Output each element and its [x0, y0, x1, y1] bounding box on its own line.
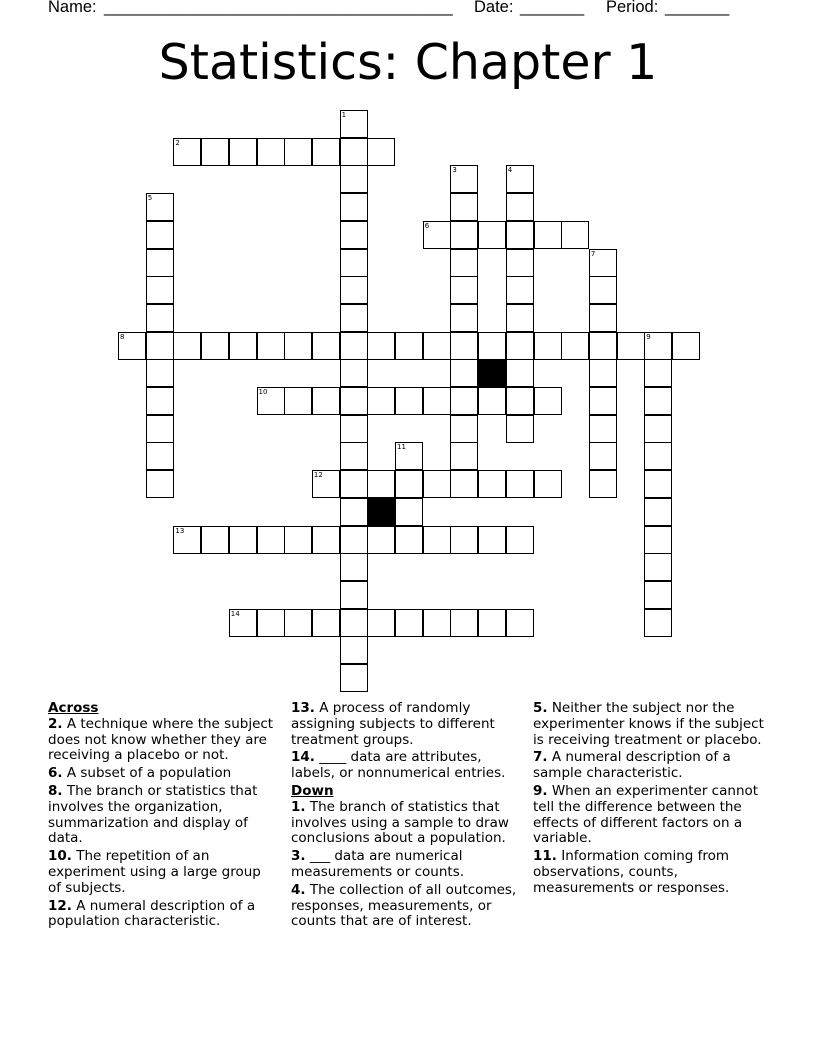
grid-cell[interactable]: [367, 470, 395, 498]
grid-cell[interactable]: [312, 470, 340, 498]
grid-cell[interactable]: [229, 332, 257, 360]
grid-cell[interactable]: [146, 193, 174, 221]
grid-cell[interactable]: [450, 415, 478, 443]
grid-cell[interactable]: [146, 387, 174, 415]
clue-number: 6: [424, 221, 430, 230]
grid-cell[interactable]: [423, 470, 451, 498]
clue-text: The branch of statistics that involves using a sample to draw conclusions about a population.: [291, 798, 509, 847]
clue-text: A subset of a population: [62, 765, 232, 782]
grid-cell[interactable]: [450, 526, 478, 554]
grid-cell[interactable]: [173, 138, 201, 166]
grid-cell[interactable]: [506, 359, 534, 387]
grid-cell[interactable]: [506, 526, 534, 554]
grid-cell[interactable]: [146, 221, 174, 249]
clue-text: The branch or statistics that involves the organization, summarization and display of data.: [48, 782, 258, 847]
grid-cell[interactable]: [312, 387, 340, 415]
grid-cell[interactable]: [340, 193, 368, 221]
grid-cell[interactable]: [534, 387, 562, 415]
grid-cell[interactable]: [534, 332, 562, 360]
grid-cell[interactable]: [478, 526, 506, 554]
grid-cell[interactable]: [423, 526, 451, 554]
grid-cell[interactable]: [395, 470, 423, 498]
grid-cell[interactable]: [450, 193, 478, 221]
clue-number-label: 6.: [48, 765, 63, 782]
grid-cell[interactable]: [506, 415, 534, 443]
grid-cell[interactable]: [146, 276, 174, 304]
grid-cell[interactable]: [173, 332, 201, 360]
grid-cell[interactable]: [201, 332, 229, 360]
grid-cell[interactable]: [340, 276, 368, 304]
grid-cell[interactable]: [340, 387, 368, 415]
clue-text: Information coming from observations, counts, measurements or responses.: [533, 848, 730, 896]
clue-number-label: 14.: [291, 749, 315, 766]
grid-cell[interactable]: [423, 221, 451, 249]
grid-cell[interactable]: [312, 332, 340, 360]
clue-number-label: 3.: [291, 848, 306, 865]
clue-text: A process of randomly assigning subjects to different treatment groups.: [291, 700, 495, 748]
grid-cell[interactable]: [644, 470, 672, 498]
grid-cell[interactable]: [312, 138, 340, 166]
clue-number-label: 10.: [48, 848, 72, 865]
grid-cell[interactable]: [146, 359, 174, 387]
clue-number: 1: [341, 111, 347, 119]
name-blank: ______________________________________: [104, 0, 453, 16]
grid-cell[interactable]: [450, 332, 478, 360]
grid-cell[interactable]: [146, 249, 174, 277]
grid-cell[interactable]: [146, 470, 174, 498]
across-clue: [291, 750, 521, 782]
clue-column-3: [533, 701, 769, 899]
grid-cell[interactable]: [284, 138, 312, 166]
grid-cell[interactable]: [561, 332, 589, 360]
grid-cell[interactable]: [450, 442, 478, 470]
grid-cell[interactable]: [506, 470, 534, 498]
period-label: Period:: [606, 0, 659, 16]
grid-cell[interactable]: [340, 664, 368, 692]
grid-cell[interactable]: [367, 387, 395, 415]
grid-cell[interactable]: [506, 165, 534, 193]
grid-cell[interactable]: [617, 332, 645, 360]
grid-cell[interactable]: [340, 165, 368, 193]
across-clue: [48, 766, 276, 782]
student-info-header: [48, 0, 768, 20]
clue-number: 12: [313, 471, 323, 480]
grid-cell[interactable]: [534, 221, 562, 249]
grid-cell[interactable]: [312, 609, 340, 637]
grid-cell[interactable]: [367, 526, 395, 554]
clue-number-label: 2.: [48, 715, 63, 732]
across-clue: [48, 717, 276, 764]
grid-cell[interactable]: [478, 332, 506, 360]
black-cell: [367, 498, 395, 526]
down-clue: [533, 849, 769, 896]
grid-cell[interactable]: [257, 387, 285, 415]
grid-cell[interactable]: [367, 332, 395, 360]
grid-cell[interactable]: [257, 526, 285, 554]
grid-cell[interactable]: [312, 526, 340, 554]
down-clue: [533, 750, 769, 782]
clue-text: A numeral description of a sample characteristic.: [533, 749, 731, 782]
grid-cell[interactable]: [340, 553, 368, 581]
clue-number-label: 8.: [48, 782, 63, 799]
grid-cell[interactable]: [340, 138, 368, 166]
grid-cell[interactable]: [257, 609, 285, 637]
grid-cell[interactable]: [284, 526, 312, 554]
grid-cell[interactable]: [478, 609, 506, 637]
grid-cell[interactable]: [450, 165, 478, 193]
grid-cell[interactable]: [589, 415, 617, 443]
grid-cell[interactable]: [561, 221, 589, 249]
grid-cell[interactable]: [201, 138, 229, 166]
clue-column-2: [291, 701, 521, 932]
grid-cell[interactable]: [450, 249, 478, 277]
clue-number: 3: [452, 166, 457, 175]
grid-cell[interactable]: [340, 359, 368, 387]
grid-cell[interactable]: [450, 276, 478, 304]
clue-number: 10: [258, 388, 268, 396]
clue-number: 14: [230, 609, 240, 618]
grid-cell[interactable]: [450, 221, 478, 249]
clue-number-label: 13.: [291, 700, 315, 716]
grid-cell[interactable]: [589, 304, 617, 332]
grid-cell[interactable]: [340, 110, 368, 138]
grid-cell[interactable]: [450, 387, 478, 415]
black-cell: [478, 359, 506, 387]
clue-number-label: 11.: [533, 848, 557, 865]
grid-cell[interactable]: [450, 304, 478, 332]
grid-cell[interactable]: [229, 526, 257, 554]
grid-cell[interactable]: [589, 276, 617, 304]
across-heading: Across: [48, 700, 99, 716]
grid-cell[interactable]: [367, 609, 395, 637]
clue-text: ___ data are numerical measurements or counts.: [291, 848, 465, 880]
date-blank: _______: [520, 0, 585, 16]
grid-cell[interactable]: [672, 332, 700, 360]
grid-cell[interactable]: [644, 609, 672, 637]
grid-cell[interactable]: [395, 498, 423, 526]
grid-cell[interactable]: [478, 387, 506, 415]
grid-cell[interactable]: [450, 359, 478, 387]
page-title: Statistics: Chapter 1: [158, 34, 658, 91]
period-blank: _______: [665, 0, 730, 16]
grid-cell[interactable]: [340, 249, 368, 277]
grid-cell[interactable]: [506, 221, 534, 249]
grid-cell[interactable]: [340, 470, 368, 498]
grid-cell[interactable]: [284, 609, 312, 637]
grid-cell[interactable]: [506, 276, 534, 304]
grid-cell[interactable]: [644, 553, 672, 581]
grid-cell[interactable]: [118, 332, 146, 360]
clue-number: 9: [646, 332, 651, 341]
grid-cell[interactable]: [340, 636, 368, 664]
grid-cell[interactable]: [644, 498, 672, 526]
clue-number: 4: [507, 166, 513, 175]
across-clue: [48, 849, 276, 896]
clue-number: 2: [175, 138, 180, 147]
clue-text: ____ data are attributes, labels, or nonnumerical entries.: [291, 749, 506, 782]
grid-cell[interactable]: [201, 526, 229, 554]
grid-cell[interactable]: [423, 332, 451, 360]
grid-cell[interactable]: [395, 609, 423, 637]
grid-cell[interactable]: [478, 221, 506, 249]
grid-cell[interactable]: [506, 304, 534, 332]
clue-number-label: 4.: [291, 881, 306, 898]
grid-cell[interactable]: [340, 415, 368, 443]
clue-number-label: 7.: [533, 749, 548, 766]
grid-cell[interactable]: [340, 526, 368, 554]
clue-number-label: 12.: [48, 897, 72, 914]
grid-cell[interactable]: [395, 526, 423, 554]
clue-number: 11: [397, 443, 406, 452]
grid-cell[interactable]: [367, 138, 395, 166]
grid-cell[interactable]: [229, 138, 257, 166]
down-clue: [533, 701, 769, 748]
across-clue: [291, 701, 521, 748]
grid-cell[interactable]: [644, 442, 672, 470]
grid-cell[interactable]: [340, 332, 368, 360]
clue-column-1: [48, 701, 276, 932]
grid-cell[interactable]: [589, 332, 617, 360]
grid-cell[interactable]: [589, 387, 617, 415]
grid-cell[interactable]: [340, 304, 368, 332]
grid-cell[interactable]: [229, 609, 257, 637]
clue-number: 7: [590, 249, 596, 258]
grid-cell[interactable]: [506, 332, 534, 360]
clue-number-label: 5.: [533, 700, 548, 716]
grid-cell[interactable]: [589, 442, 617, 470]
grid-cell[interactable]: [506, 193, 534, 221]
grid-cell[interactable]: [423, 609, 451, 637]
grid-cell[interactable]: [589, 470, 617, 498]
grid-cell[interactable]: [146, 442, 174, 470]
clue-text: When an experimenter cannot tell the difference between the effects of different factors on a variable.: [533, 782, 759, 847]
down-clue: [291, 849, 521, 881]
clue-text: Neither the subject nor the experimenter knows if the subject is receiving treatment or placebo.: [533, 700, 764, 748]
grid-cell[interactable]: [340, 581, 368, 609]
clue-number: 5: [147, 194, 153, 203]
grid-cell[interactable]: [284, 332, 312, 360]
grid-cell[interactable]: [395, 332, 423, 360]
grid-cell[interactable]: [644, 387, 672, 415]
grid-cell[interactable]: [395, 387, 423, 415]
clue-text: The collection of all outcomes, responses, measurements, or counts that are of interest.: [291, 881, 517, 930]
down-clue: [533, 784, 769, 847]
clue-number: 13: [175, 526, 185, 535]
grid-cell[interactable]: [340, 609, 368, 637]
clue-number-label: 1.: [291, 798, 306, 815]
date-label: Date:: [474, 0, 514, 16]
grid-cell[interactable]: [146, 332, 174, 360]
clue-text: The repetition of an experiment using a large group of subjects.: [48, 848, 261, 896]
across-clue: [48, 899, 276, 931]
grid-cell[interactable]: [146, 304, 174, 332]
clue-text: A numeral description of a population characteristic.: [48, 897, 256, 930]
grid-cell[interactable]: [340, 221, 368, 249]
clue-text: A technique where the subject does not know whether they are receiving a placebo or not.: [48, 715, 274, 764]
grid-cell[interactable]: [173, 526, 201, 554]
grid-cell[interactable]: [340, 442, 368, 470]
clue-number: 8: [120, 332, 125, 341]
grid-cell[interactable]: [450, 470, 478, 498]
clue-number-label: 9.: [533, 782, 548, 799]
grid-cell[interactable]: [644, 581, 672, 609]
grid-cell[interactable]: [644, 415, 672, 443]
grid-cell[interactable]: [506, 609, 534, 637]
down-clue: [291, 883, 521, 930]
grid-cell[interactable]: [284, 387, 312, 415]
grid-cell[interactable]: [257, 138, 285, 166]
grid-cell[interactable]: [506, 249, 534, 277]
grid-cell[interactable]: [395, 442, 423, 470]
grid-cell[interactable]: [340, 498, 368, 526]
down-heading: Down: [291, 782, 334, 799]
grid-cell[interactable]: [534, 470, 562, 498]
grid-cell[interactable]: [450, 609, 478, 637]
down-clue: [291, 800, 521, 847]
grid-cell[interactable]: [589, 249, 617, 277]
grid-cell[interactable]: [506, 387, 534, 415]
grid-cell[interactable]: [644, 526, 672, 554]
grid-cell[interactable]: [146, 415, 174, 443]
grid-cell[interactable]: [423, 387, 451, 415]
grid-cell[interactable]: [589, 359, 617, 387]
grid-cell[interactable]: [257, 332, 285, 360]
grid-cell[interactable]: [644, 332, 672, 360]
name-label: Name:: [48, 0, 97, 16]
grid-cell[interactable]: [478, 470, 506, 498]
grid-cell[interactable]: [644, 359, 672, 387]
across-clue: [48, 784, 276, 847]
